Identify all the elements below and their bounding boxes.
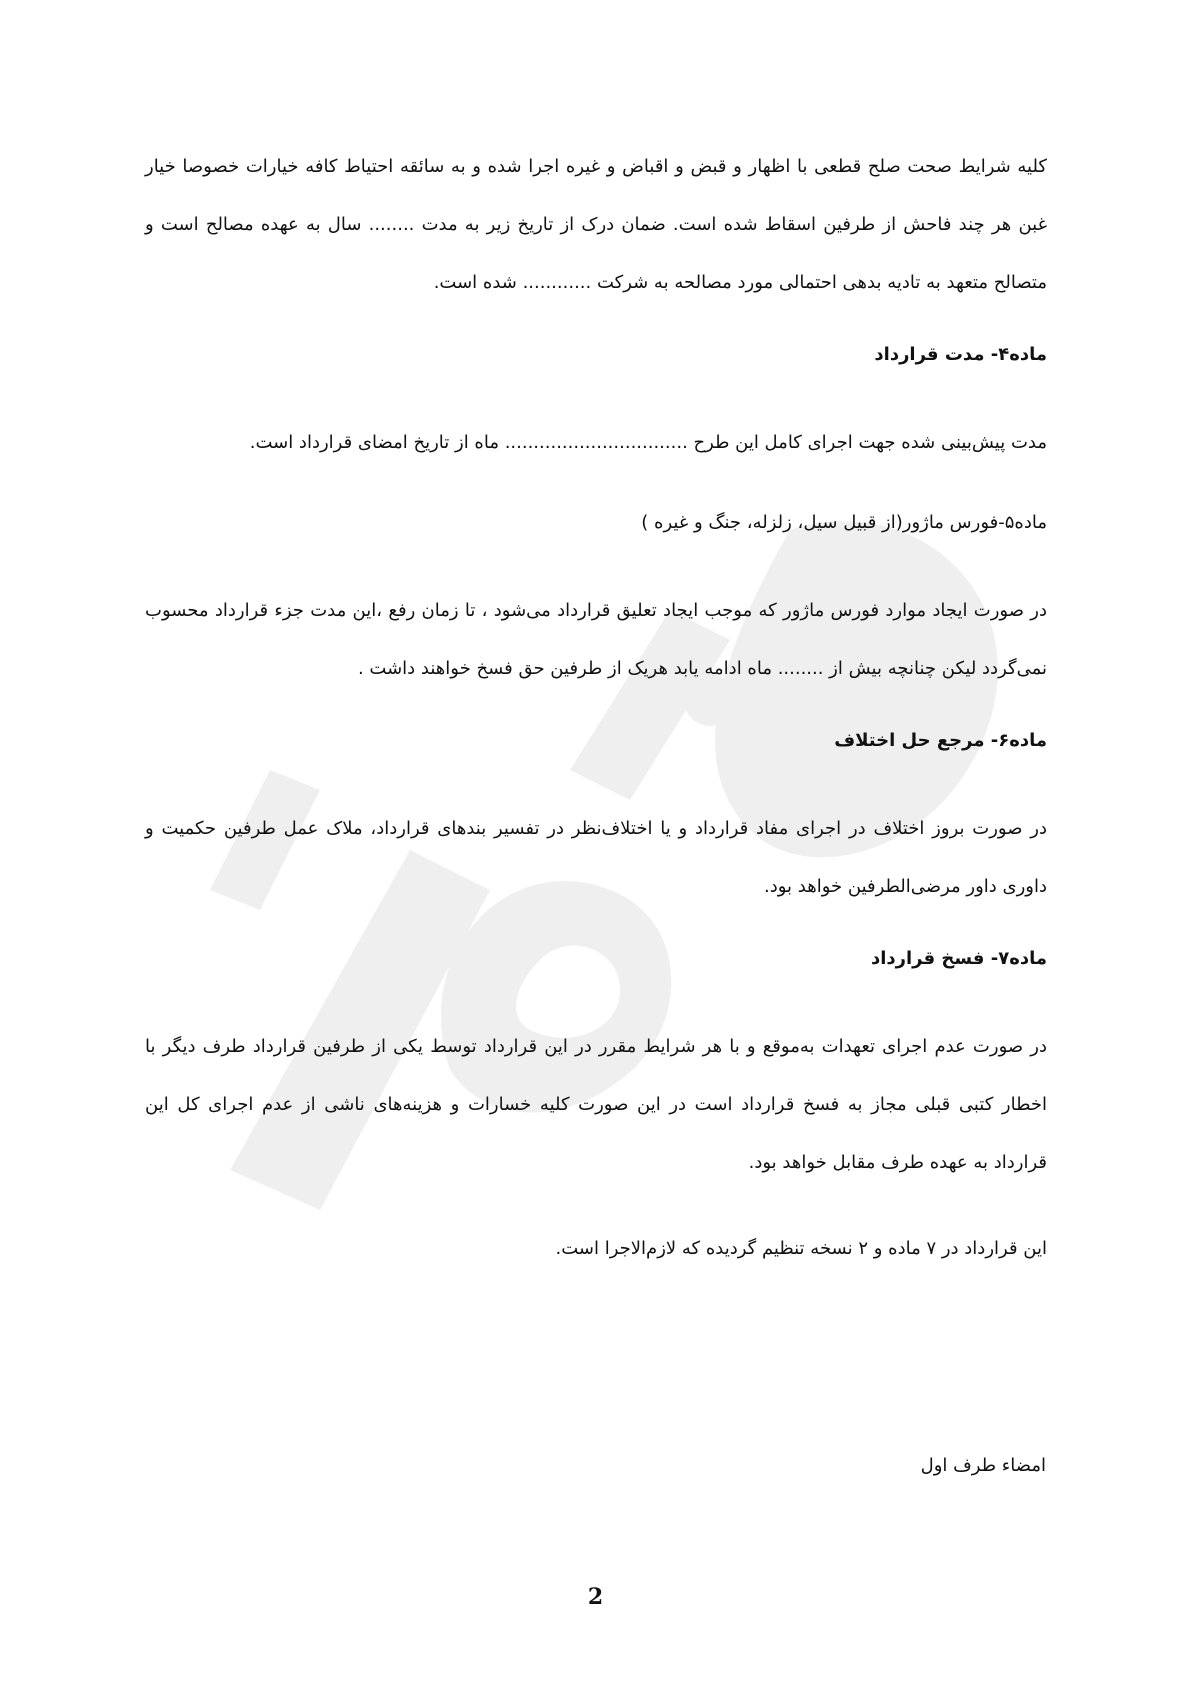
article5-title: ماده۵-فورس ماژور(از قبیل سیل، زلزله، جنگ و غیره ) [641, 512, 1047, 533]
article6-text: در صورت بروز اختلاف در اجرای مفاد قرارداد و یا اختلاف‌نظر در تفسیر بندهای قرارداد، ملاک عمل طرفین حکمیت و داوری داور مرضی‌الطرفین خواهد بود. [145, 818, 1047, 897]
document-body [145, 138, 1047, 1278]
article6-title: ماده۶- مرجع حل اختلاف [834, 730, 1047, 751]
article7-text: در صورت عدم اجرای تعهدات به‌موقع و با هر شرایط مقرر در این قرارداد توسط یکی از طرفین قرارداد طرف دیگر با اخطار کتبی قبلی مجاز به فسخ قرارداد است در این صورت کلیه خسارات و هزینه‌های ناشی از عدم اجرای کل این قرارداد به عهده طرف مقابل خواهد بود. [145, 1036, 1047, 1173]
page-number: 2 [587, 1584, 604, 1610]
article4-text: مدت پیش‌بینی شده جهت اجرای کامل این طرح ................................ ماه از تاریخ امضای قرارداد است. [249, 432, 1047, 453]
article5-text: در صورت ایجاد موارد فورس ماژور که موجب ایجاد تعلیق قرارداد می‌شود ، تا زمان رفع ،این مدت جزء قرارداد محسوب نمی‌گردد لیکن چنانچه بیش از ........ ماه ادامه یابد هریک از طرفین حق فسخ خواهند داشت . [145, 600, 1047, 679]
intro-paragraph: کلیه شرایط صحت صلح قطعی با اظهار و قبض و اقباض و غیره اجرا شده و به سائقه احتیاط کافه خیارات خصوصا خیار غبن هر چند فاحش از طرفین اسقاط شده است. ضمان درک از تاریخ زیر به مدت ........ سال به عهده مصالح است و متصالح متعهد به تادیه بدهی احتمالی مورد مصالحه به شرکت ............ شده است. [145, 156, 1047, 293]
article7-title: ماده۷- فسخ قرارداد [870, 948, 1047, 969]
closing-text: این قرارداد در ۷ ماده و ۲ نسخه تنظیم گردیده که لازم‌الاجرا است. [555, 1238, 1047, 1259]
article4-title: ماده۴- مدت قرارداد [874, 344, 1047, 365]
signature-label: امضاء طرف اول [920, 1455, 1046, 1476]
